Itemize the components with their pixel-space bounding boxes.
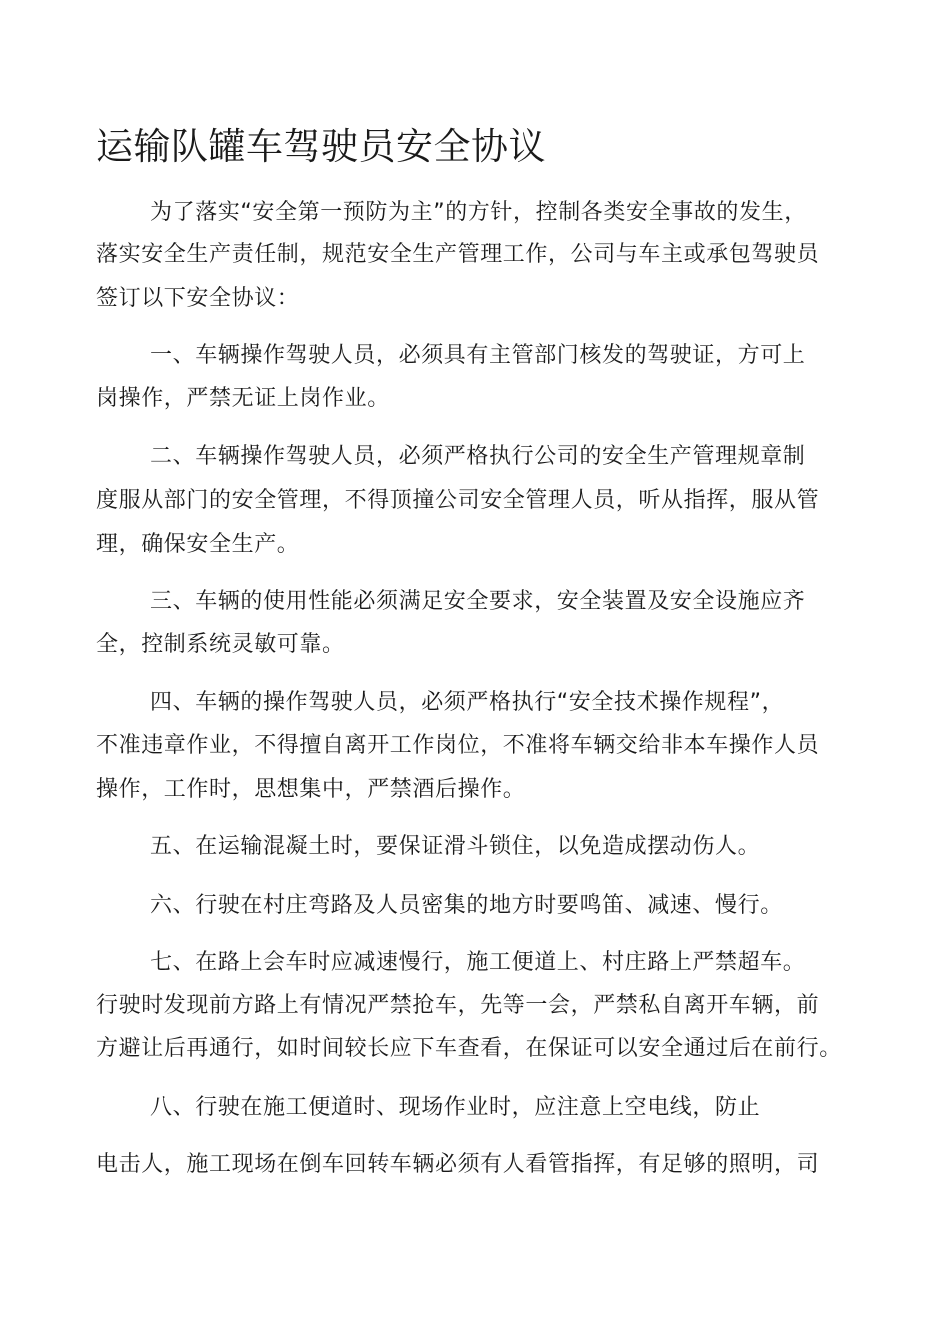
text-line: 不准违章作业，不得擅自离开工作岗位，不准将车辆交给非本车操作人员 xyxy=(96,733,820,758)
text-line: 一、车辆操作驾驶人员，必须具有主管部门核发的驾驶证，方可上 xyxy=(150,343,806,368)
text-line: 方避让后再通行，如时间较长应下车查看，在保证可以安全通过后在前行。 xyxy=(96,1036,842,1061)
text-line: 理，确保安全生产。 xyxy=(96,532,300,557)
text-line: 签订以下安全协议： xyxy=(96,286,300,311)
text-line: 电击人，施工现场在倒车回转车辆必须有人看管指挥，有足够的照明，司 xyxy=(96,1152,820,1177)
text-line: 七、在路上会车时应减速慢行，施工便道上、村庄路上严禁超车。 xyxy=(150,950,806,975)
text-line: 落实安全生产责任制，规范安全生产管理工作，公司与车主或承包驾驶员 xyxy=(96,242,820,267)
text-line: 四、车辆的操作驾驶人员，必须严格执行“安全技术操作规程”， xyxy=(150,690,785,715)
text-line: 五、在运输混凝土时，要保证滑斗锁住，以免造成摆动伤人。 xyxy=(150,834,761,859)
text-line: 行驶时发现前方路上有情况严禁抢车，先等一会，严禁私自离开车辆，前 xyxy=(96,993,820,1018)
text-line: 全，控制系统灵敏可靠。 xyxy=(96,632,345,657)
text-line: 岗操作，严禁无证上岗作业。 xyxy=(96,386,390,411)
text-line: 度服从部门的安全管理，不得顶撞公司安全管理人员，听从指挥，服从管 xyxy=(96,488,820,513)
text-line: 操作，工作时，思想集中，严禁酒后操作。 xyxy=(96,777,526,802)
text-line: 二、车辆操作驾驶人员，必须严格执行公司的安全生产管理规章制 xyxy=(150,444,806,469)
text-line: 三、车辆的使用性能必须满足安全要求，安全装置及安全设施应齐 xyxy=(150,589,806,614)
text-line: 八、行驶在施工便道时、现场作业时，应注意上空电线，防止 xyxy=(150,1095,761,1120)
document-title: 运输队罐车驾驶员安全协议 xyxy=(96,124,546,168)
text-line: 为了落实“安全第一预防为主”的方针，控制各类安全事故的发生， xyxy=(150,200,807,225)
text-line: 六、行驶在村庄弯路及人员密集的地方时要鸣笛、减速、慢行。 xyxy=(150,893,783,918)
